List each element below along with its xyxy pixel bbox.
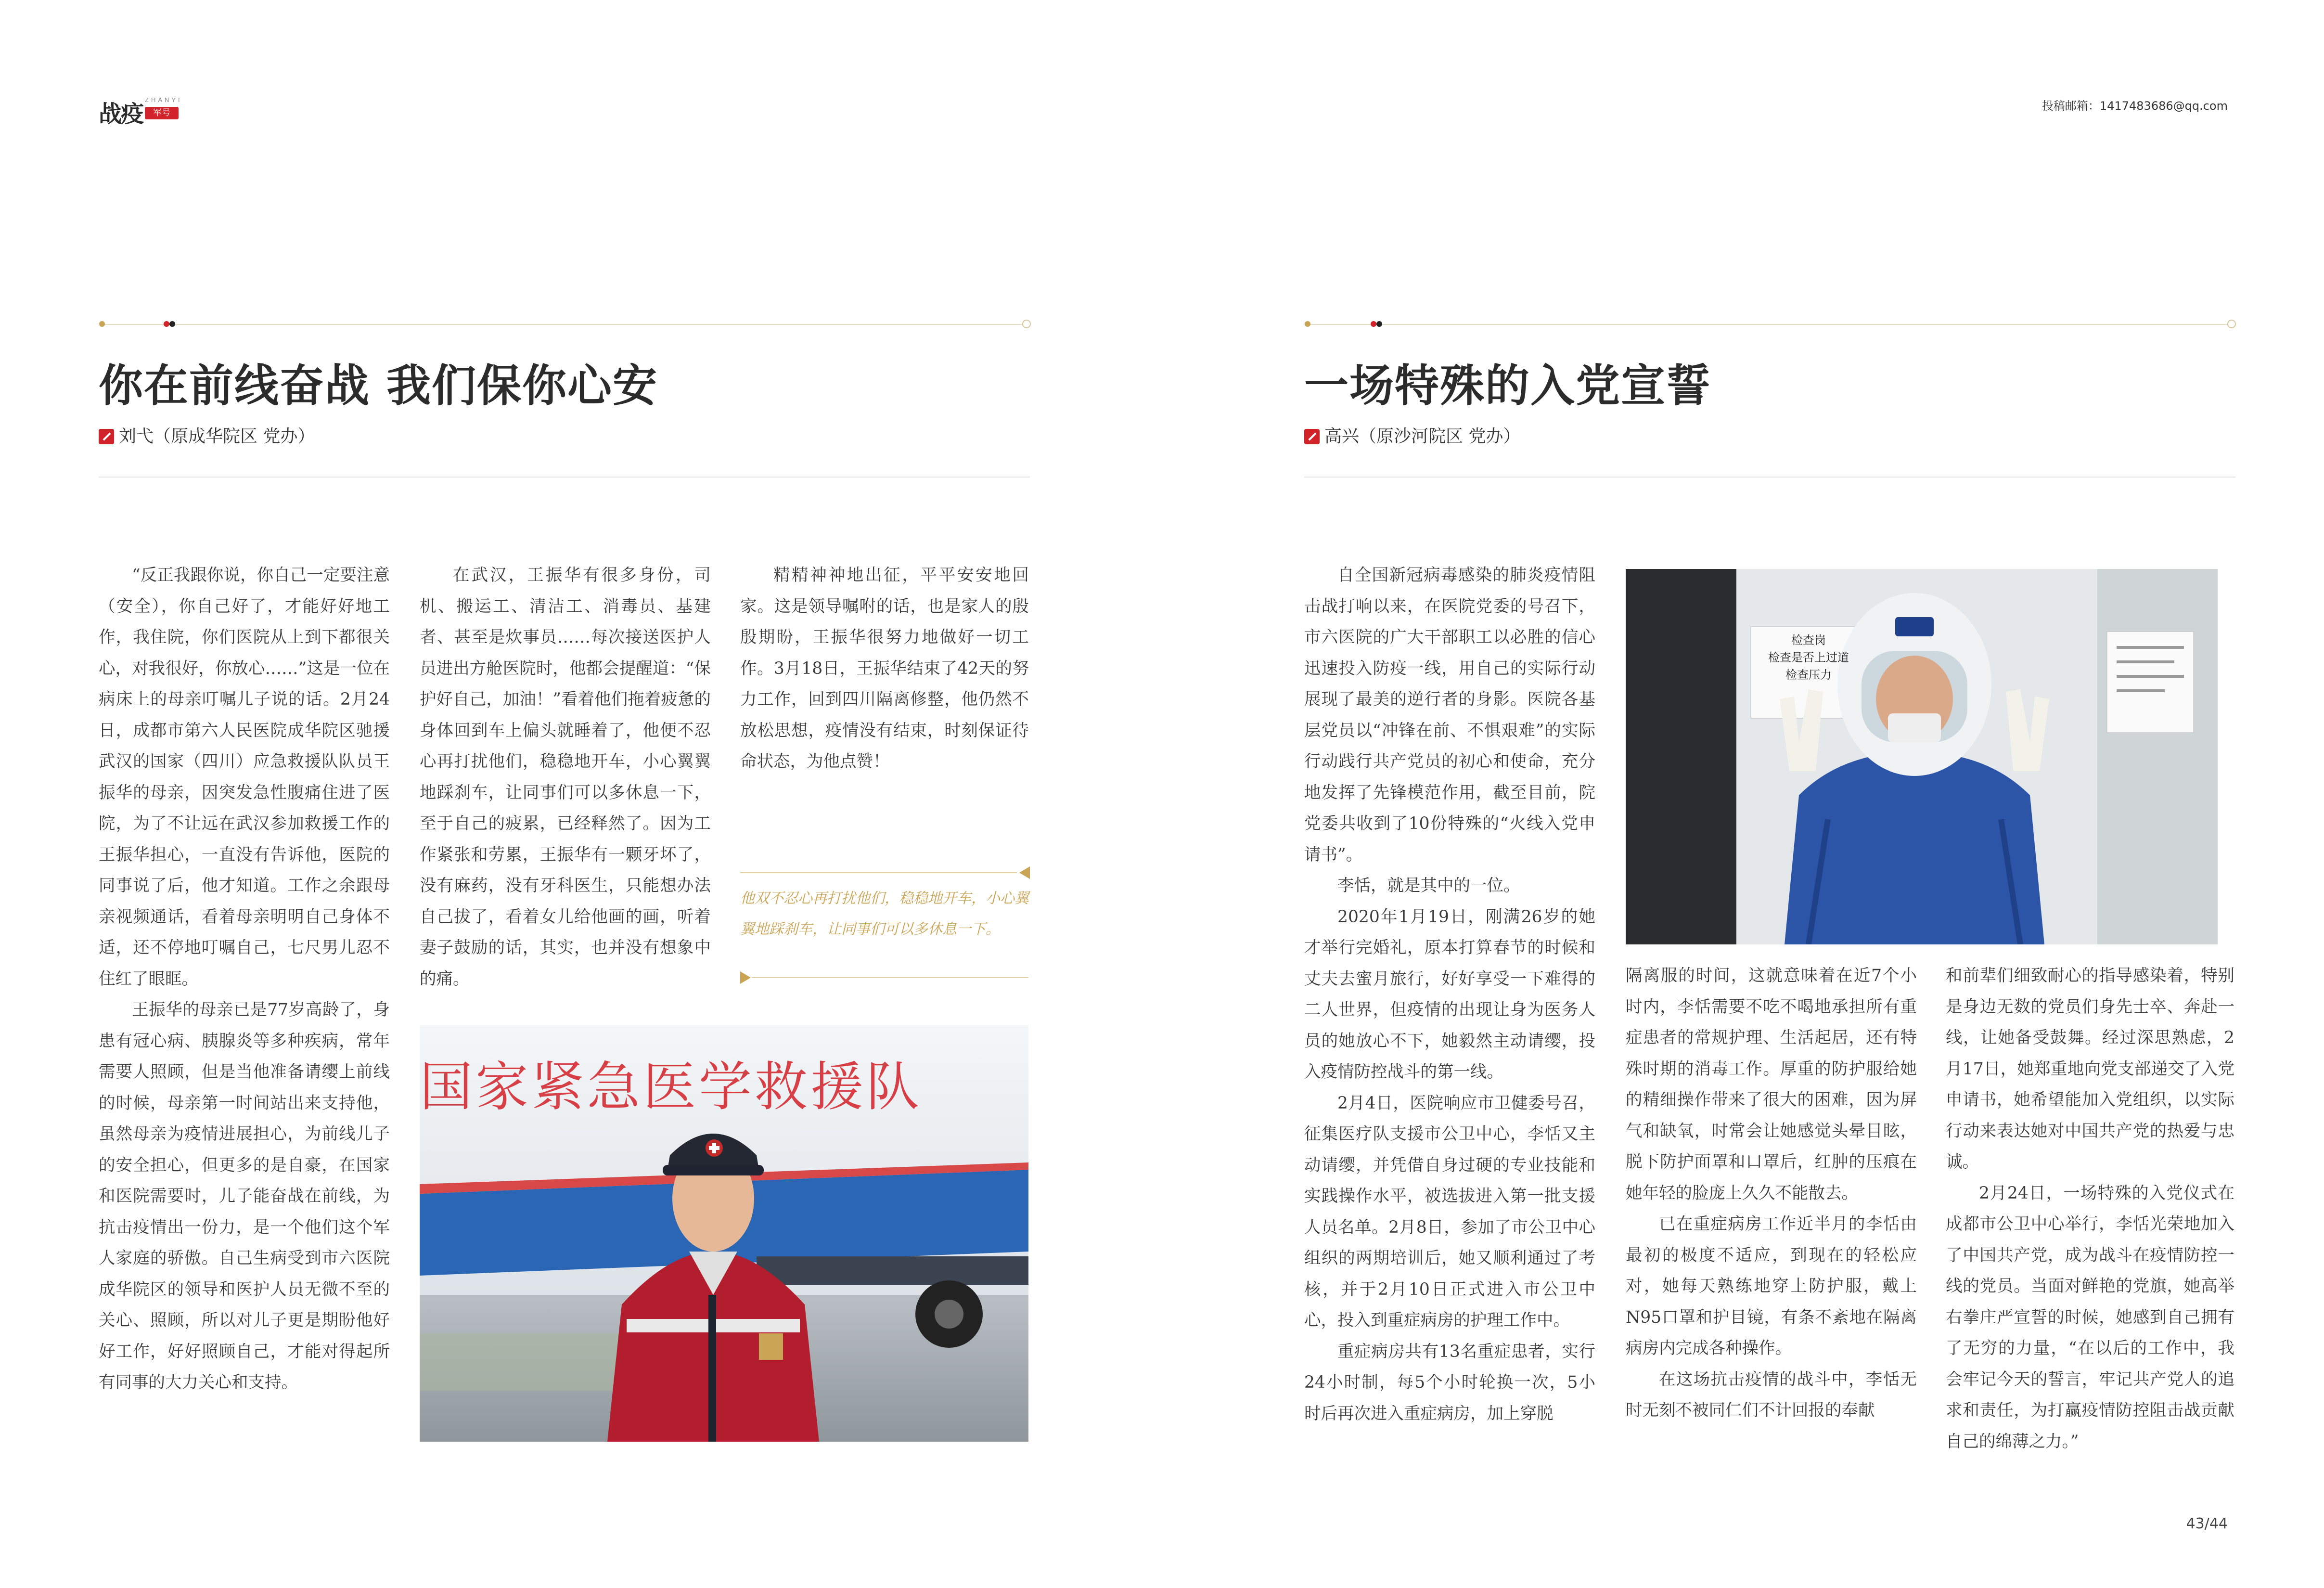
title-rule xyxy=(1307,324,2233,325)
article-column-1 xyxy=(1304,560,1595,1429)
paragraph: 隔离服的时间，这就意味着在近7个小时内，李恬需要不吃不喝地承担所有重症患者的常规护理、生活起居，还有特殊时期的消毒工作。厚重的防护服给她的精细操作带来了很大的困难，因为屏气和缺氧，时常会让她感觉头晕目眩，脱下防护面罩和口罩后，红肿的压痕在她年轻的脸庞上久久不能散去。 xyxy=(1626,966,1917,1203)
page-number: 43/44 xyxy=(2186,1515,2228,1532)
paragraph: 在武汉，王振华有很多身份，司机、搬运工、清洁工、消毒员、基建者、甚至是炊事员……每次接送医护人员进出方舱医院时，他都会提醒道：“保护好自己，加油！”看着他们拖着疲惫的身体回到车上偏头就睡着了，他便不忍心再打扰他们，稳稳地开车，小心翼翼地踩刹车，让同事们可以多休息一下，至于自己的疲累，已经释然了。因为工作紧张和劳累，王振华有一颗牙坏了，没有麻药，没有牙科医生，只能想办法自己拔了，看着女儿给他画的画，听着妻子鼓励的话，其实，也并没有想象中的痛。 xyxy=(420,566,711,989)
article-title: 一场特殊的入党宣誓 xyxy=(1304,360,1712,412)
quote-marker-right xyxy=(740,971,751,984)
author-name: 高兴（原沙河院区 党办） xyxy=(1324,426,1521,446)
byline-divider xyxy=(1304,477,2235,478)
byline-divider xyxy=(99,477,1030,478)
submission-email[interactable]: 投稿邮箱：1417483686@qq.com xyxy=(2042,99,2228,113)
paragraph: 2020年1月19日，刚满26岁的她才举行完婚礼，原本打算春节的时候和丈夫去蜜月旅行，好好享受一下难得的二人世界，但疫情的出现让身为医务人员的她放心不下，她毅然主动请缨，投入疫情防控战斗的第一线。 xyxy=(1304,907,1595,1082)
rule-dot xyxy=(99,321,105,327)
article-column-2 xyxy=(420,560,711,994)
paragraph: 2月4日，医院响应市卫健委号召，征集医疗队支援市公卫中心，李恬又主动请缨，并凭借自身过硬的专业技能和实践操作水平，被选拔进入第一批支援人员名单。2月8日，参加了市公卫中心组织的两期培训后，她又顺利通过了考核，并于2月10日正式进入市公卫中心，投入到重症病房的护理工作中。 xyxy=(1304,1093,1595,1330)
rule-dot-black xyxy=(1376,321,1382,327)
quote-bottom-line xyxy=(752,977,1028,978)
rule-dot-red xyxy=(164,321,169,327)
quote-top-line xyxy=(740,872,1017,873)
paragraph: 自全国新冠病毒感染的肺炎疫情阻击战打响以来，在医院党委的号召下，市六医院的广大干部职工以必胜的信心迅速投入防疫一线，用自己的实际行动展现了最美的逆行者的身影。医院各基层党员以“冲锋在前、不惧艰难”的实际行动践行共产党员的初心和使命，充分地发挥了先锋模范作用，截至目前，院党委共收到了10份特殊的“火线入党申请书”。 xyxy=(1304,566,1595,865)
logo-pinyin: ZHANYI xyxy=(145,96,182,103)
logo-badge: 军号 xyxy=(145,107,179,119)
quote-marker-left xyxy=(1019,866,1030,879)
paragraph: 已在重症病房工作近半月的李恬由最初的极度不适应，到现在的轻松应对，她每天熟练地穿上防护服，戴上N95口罩和护目镜，有条不紊地在隔离病房内完成各种操作。 xyxy=(1626,1214,1917,1358)
paragraph: 2月24日，一场特殊的入党仪式在成都市公卫中心举行，李恬光荣地加入了中国共产党，成为战斗在疫情防控一线的党员。当面对鲜艳的党旗，她高举右拳庄严宣誓的时候，她感到自己拥有了无穷的力量，“在以后的工作中，我会牢记今天的誓言，牢记共产党人的追求和责任，为打赢疫情防控阻击战贡献自己的绵薄之力。” xyxy=(1946,1183,2234,1451)
photo-nurse-protective-suit xyxy=(1626,569,2218,944)
article-column-1 xyxy=(99,560,390,1398)
pull-quote: 他双不忍心再打扰他们，稳稳地开车，小心翼翼地踩刹车，让同事们可以多休息一下。 xyxy=(740,890,1029,938)
article-column-3 xyxy=(1946,960,2234,1457)
nurse-photo xyxy=(1626,569,2218,944)
photo-rescue-team-member xyxy=(420,1025,1028,1442)
paragraph: 李恬，就是其中的一位。 xyxy=(1337,876,1520,895)
article-byline xyxy=(1304,423,1520,447)
pen-icon xyxy=(1304,429,1320,444)
rule-end-ring xyxy=(1022,320,1031,328)
rule-dot-black xyxy=(169,321,175,327)
author-name: 刘弋（原成华院区 党办） xyxy=(119,426,315,446)
sign-line: 检查是否上过道 xyxy=(1768,651,1849,664)
banner-text: 国家紧急医学救援队 xyxy=(420,1056,922,1118)
paragraph: 在这场抗击疫情的战斗中，李恬无时无刻不被同仁们不计回报的奉献 xyxy=(1626,1369,1917,1420)
magazine-logo xyxy=(99,95,209,128)
article-column-3 xyxy=(740,560,1029,777)
paragraph: 王振华的母亲已是77岁高龄了，身患有冠心病、胰腺炎等多种疾病，常年需要人照顾，但是当他准备请缨上前线的时候，母亲第一时间站出来支持他，虽然母亲为疫情进展担心，为前线儿子的安全担心，但更多的是自豪，在国家和医院需要时，儿子能奋战在前线，为抗击疫情出一份力，是一个他们这个军人家庭的骄傲。自己生病受到市六医院成华院区的领导和医护人员无微不至的关心、照顾，所以对儿子更是期盼他好好工作，好好照顾自己，才能对得起所有同事的大力关心和支持。 xyxy=(99,1000,390,1392)
article-title: 你在前线奋战 我们保你心安 xyxy=(99,360,658,412)
rule-dot xyxy=(1305,321,1310,327)
title-rule xyxy=(101,324,1027,325)
pen-icon xyxy=(99,429,114,444)
paragraph: 重症病房共有13名重症患者，实行24小时制，每5个小时轮换一次，5小时后再次进入重症病房，加上穿脱 xyxy=(1304,1342,1595,1423)
rule-end-ring xyxy=(2227,320,2236,328)
article-byline xyxy=(99,423,315,447)
sign-line: 检查压力 xyxy=(1785,668,1832,682)
wall-sign xyxy=(1756,632,1862,684)
article-column-2 xyxy=(1626,960,1917,1426)
logo-text: 战疫 xyxy=(99,101,143,128)
paragraph: 和前辈们细致耐心的指导感染着，特别是身边无数的党员们身先士卒、奔赴一线，让她备受鼓舞。经过深思熟虑，2月17日，她郑重地向党支部递交了入党申请书，她希望能加入党组织，以实际行动来表达她对中国共产党的热爱与忠诚。 xyxy=(1946,966,2234,1172)
paragraph: “反正我跟你说，你自己一定要注意（安全），你自己好了，才能好好地工作，我住院，你们医院从上到下都很关心，对我很好，你放心……”这是一位在病床上的母亲叮嘱儿子说的话。2月24日，成都市第六人民医院成华院区驰援武汉的国家（四川）应急救援队队员王振华的母亲，因突发急性腹痛住进了医院，为了不让远在武汉参加救援工作的王振华担心，一直没有告诉他，医院的同事说了后，他才知道。工作之余跟母亲视频通话，看着母亲明明自己身体不适，还不停地叮嘱自己，七尺男儿忍不住红了眼眶。 xyxy=(99,566,390,989)
rule-dot-red xyxy=(1371,321,1376,327)
paragraph: 精精神神地出征，平平安安地回家。这是领导嘱咐的话，也是家人的殷殷期盼，王振华很努力地做好一切工作。3月18日，王振华结束了42天的努力工作，回到四川隔离修整，他仍然不放松思想，疫情没有结束，时刻保证待命状态，为他点赞！ xyxy=(740,566,1029,771)
sign-line: 检查岗 xyxy=(1791,633,1826,647)
